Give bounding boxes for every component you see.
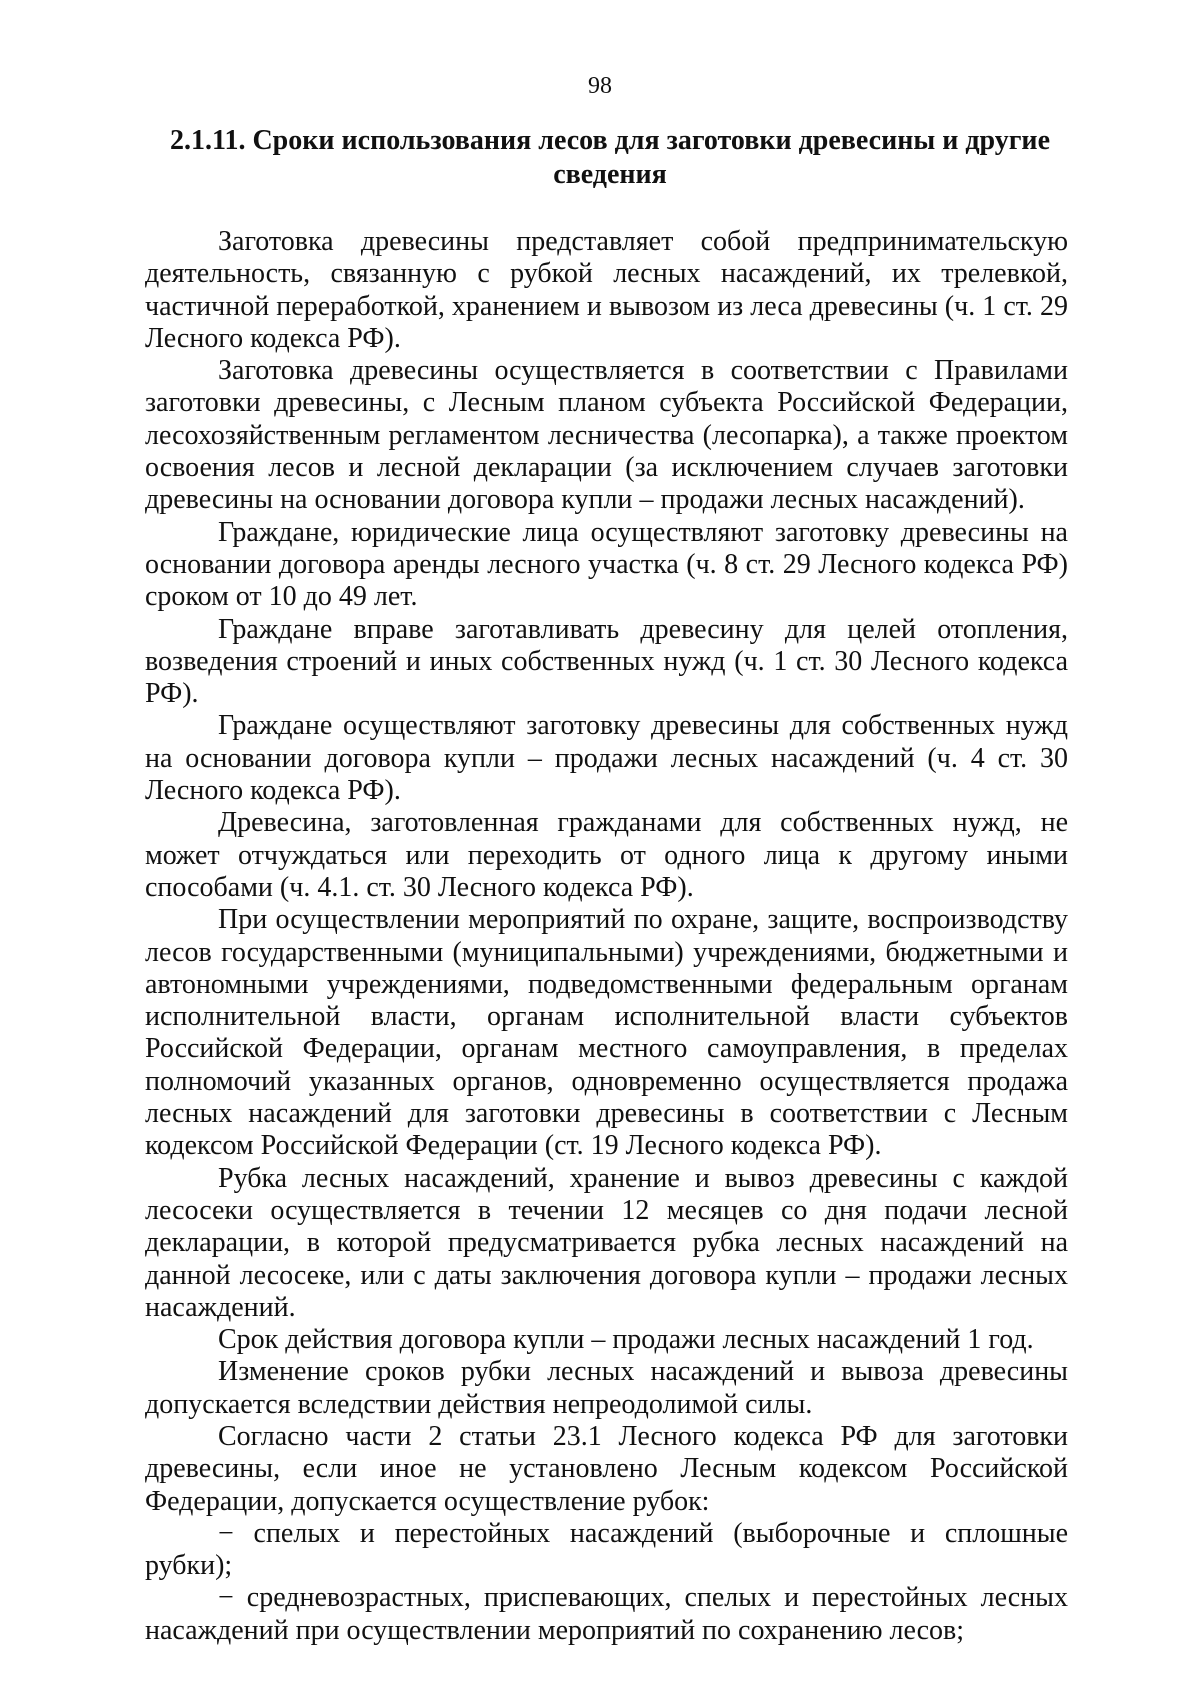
paragraph: Изменение сроков рубки лесных насаждений и вывоза древесины допускается вследствии действия непреодолимой силы. <box>145 1356 1068 1420</box>
body-text <box>145 226 1068 1647</box>
list-item: − спелых и перестойных насаждений (выборочные и сплошные рубки); <box>145 1517 1068 1582</box>
paragraph: Заготовка древесины осуществляется в соответствии с Правилами заготовки древесины, с Лесным планом субъекта Российской Федерации, лесохозяйственным регламентом лесничества (лесопарка), а также проектом освоения лесов и лесной декларации (за исключением случаев заготовки древесины на основании договора купли – продажи лесных насаждений). <box>145 355 1068 516</box>
paragraph: Древесина, заготовленная гражданами для собственных нужд, не может отчуждаться или переходить от одного лица к другому иными способами (ч. 4.1. ст. 30 Лесного кодекса РФ). <box>145 807 1068 903</box>
paragraph: Граждане вправе заготавливать древесину для целей отопления, возведения строений и иных собственных нужд (ч. 1 ст. 30 Лесного кодекса РФ). <box>145 613 1068 710</box>
paragraph: При осуществлении мероприятий по охране, защите, воспроизводству лесов государственными (муниципальными) учреждениями, бюджетными и автономными учреждениями, подведомственными федеральным органам исполнительной власти, органам исполнительной власти субъектов Российской Федерации, органам местного самоуправления, в пределах полномочий указанных органов, одновременно осуществляется продажа лесных насаждений для заготовки древесины в соответствии с Лесным кодексом Российской Федерации (ст. 19 Лесного кодекса РФ). <box>145 904 1068 1162</box>
page-number: 98 <box>588 73 612 99</box>
paragraph: Заготовка древесины представляет собой предпринимательскую деятельность, связанную с рубкой лесных насаждений, их трелевкой, частичной переработкой, хранением и вывозом из леса древесины (ч. 1 ст. 29 Лесного кодекса РФ). <box>145 226 1068 354</box>
paragraph: Граждане осуществляют заготовку древесины для собственных нужд на основании договора купли – продажи лесных насаждений (ч. 4 ст. 30 Лесного кодекса РФ). <box>145 710 1068 807</box>
paragraph: Срок действия договора купли – продажи лесных насаждений 1 год. <box>218 1324 1034 1356</box>
list-item: − средневозрастных, приспевающих, спелых и перестойных лесных насаждений при осуществлении мероприятий по сохранению лесов; <box>145 1582 1068 1646</box>
section-heading: 2.1.11. Сроки использования лесов для заготовки древесины и другие сведения <box>170 125 1050 190</box>
paragraph: Согласно части 2 статьи 23.1 Лесного кодекса РФ для заготовки древесины, если иное не установлено Лесным кодексом Российской Федерации, допускается осуществление рубок: <box>145 1420 1068 1517</box>
paragraph: Граждане, юридические лица осуществляют заготовку древесины на основании договора аренды лесного участка (ч. 8 ст. 29 Лесного кодекса РФ) сроком от 10 до 49 лет. <box>145 516 1068 613</box>
paragraph: Рубка лесных насаждений, хранение и вывоз древесины с каждой лесосеки осуществляется в течении 12 месяцев со дня подачи лесной декларации, в которой предусматривается рубка лесных насаждений на данной лесосеке, или с даты заключения договора купли – продажи лесных насаждений. <box>145 1162 1068 1323</box>
